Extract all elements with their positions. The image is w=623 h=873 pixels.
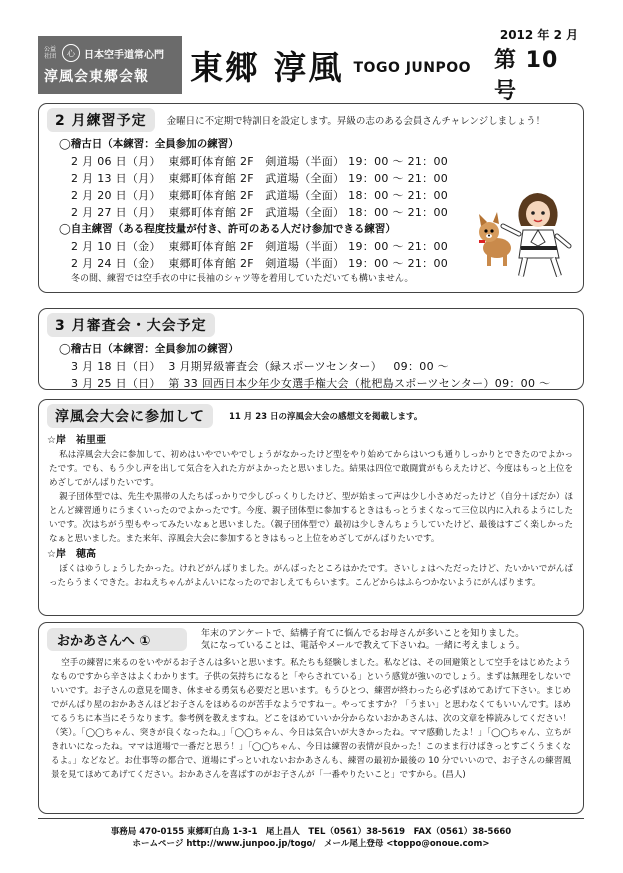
february-practice-title: 2 月練習予定 bbox=[55, 113, 147, 129]
essay-paragraph: ぼくはゆうしょうしたかった。けれどがんばりました。がんばったところはかたです。さいしょはへただったけど、たいかいでがんばったらうまくできた。おねえちゃんがよんいになったのでおしえてもらいます。こんどからはふらつかないようにがんばります。 bbox=[49, 564, 573, 588]
footer-divider bbox=[38, 818, 584, 819]
essay-header bbox=[39, 400, 583, 432]
karate-girl-icon bbox=[503, 193, 569, 276]
essay-author: ☆岸 祐里亜 bbox=[47, 435, 106, 446]
masthead-issue-block bbox=[494, 27, 584, 104]
february-practice-title-wrap bbox=[47, 108, 155, 132]
org-name: 日本空手道常心門 bbox=[84, 49, 164, 61]
march-exam-section bbox=[38, 308, 584, 390]
essay-title-wrap bbox=[47, 404, 213, 428]
keiko-row: 2 月 06 日（月） 東郷町体育館 2F 剣道場（半面） 19：00 ～ 21：00 bbox=[71, 155, 449, 168]
essay-paragraph: 親子団体型では、先生や黒帯の人たちばっかりで少しびっくりしたけど、型が始まって声は少し小さめだったけど（自分＋ぼだか）ほとんど練習通りにうまくいったのでよかったです。今度、親子団体型に参加するときはもっとうまくなって三位以内に入れるようにしたいです。次はちがう型もやってみたいなぁと思いました。（親子団体型で）最初は少しきんちょうしていたけど、最後はすごく楽しかったなぁと思いました。また来年、淳風会大会に参加するときはもっと上位をめざしてがんばりたいです。 bbox=[49, 492, 573, 544]
masthead bbox=[38, 27, 584, 104]
mothers-column-note bbox=[201, 628, 525, 652]
footer-address: 事務局 470-0155 東郷町白鳥 1-3-1 尾上昌人 TEL（0561）38-5619 FAX（0561）38-5660 bbox=[110, 827, 512, 837]
masthead-title-block bbox=[182, 36, 494, 94]
exam-row: 3 月 18 日（日） 3 月期昇級審査会（緑スポーツセンター） 09：00 ～ bbox=[71, 360, 449, 373]
jishu-heading: ◯自主練習（ある程度技量が付き、許可のある人だけ参加できる練習） bbox=[59, 223, 396, 235]
february-practice-note: 金曜日に不定期で特訓日を設定します。昇級の志のある会員さんチャレンジしましょう！ bbox=[166, 116, 546, 127]
masthead-org-row bbox=[44, 44, 176, 62]
keiko-row: 2 月 27 日（月） 東郷町体育館 2F 武道場（全面） 18：00 ～ 21：00 bbox=[71, 206, 449, 219]
issue-date: 2012 年 2 月 bbox=[499, 27, 579, 42]
karate-girl-and-dog-illustration bbox=[475, 186, 573, 278]
report-name: 淳風会東郷会報 bbox=[44, 69, 149, 85]
essay-title: 淳風会大会に参加して bbox=[55, 409, 205, 425]
february-practice-header bbox=[39, 104, 583, 136]
keiko-heading: ◯稽古日（本練習：全員参加の練習） bbox=[59, 138, 239, 150]
org-seal-icon: 心 bbox=[62, 44, 80, 62]
org-sub-label: 公益社団 bbox=[44, 46, 57, 60]
dog-icon bbox=[479, 212, 511, 266]
mothers-column-header bbox=[39, 623, 583, 654]
newsletter-romaji: TOGO JUNPOO bbox=[353, 60, 472, 76]
mothers-note-line: 年末のアンケートで、結構子育てに悩んでるお母さんが多いことを知りました。 bbox=[201, 629, 525, 639]
mothers-column-title: おかあさんへ ① bbox=[47, 628, 187, 651]
jishu-row: 2 月 24 日（金） 東郷町体育館 2F 剣道場（半面） 19：00 ～ 21：00 bbox=[71, 257, 449, 270]
keiko-row: 2 月 20 日（月） 東郷町体育館 2F 武道場（全面） 18：00 ～ 21：00 bbox=[71, 189, 449, 202]
mothers-column-section bbox=[38, 622, 584, 814]
jishu-row: 2 月 10 日（金） 東郷町体育館 2F 剣道場（半面） 19：00 ～ 21：00 bbox=[71, 240, 449, 253]
exam-row: 3 月 25 日（日） 第 33 回西日本少年少女選手権大会（枇杷島スポーツセンター）09：00 ～ bbox=[71, 377, 551, 390]
issue-number: 第 10 号 bbox=[494, 47, 559, 104]
mothers-note-line: 気になっていることは、電話やメールで教えて下さいね。一緒に考えましょう。 bbox=[201, 641, 525, 651]
winter-note: 冬の間、練習では空手衣の中に長袖のシャツ等を着用していただいても構いません。 bbox=[71, 274, 414, 284]
tournament-essay-section bbox=[38, 399, 584, 616]
masthead-org-block bbox=[38, 36, 182, 94]
february-practice-section bbox=[38, 103, 584, 293]
essay-note: 11 月 23 日の淳風会大会の感想文を掲載します。 bbox=[229, 412, 423, 422]
footer bbox=[38, 826, 584, 850]
keiko-row: 2 月 13 日（月） 東郷町体育館 2F 武道場（全面） 19：00 ～ 21：00 bbox=[71, 172, 449, 185]
newsletter-title: 東郷 淳風 bbox=[190, 47, 344, 87]
march-exam-title-wrap bbox=[47, 313, 215, 337]
mothers-column-body: 空手の練習に来るのをいやがるお子さんは多いと思います。私たちも経験しました。私などは、その回避策として空手をはじめたようなものですから辛さはよくわかります。子供の気持ちになると「やらされている」という感覚が強いのでしょう。まずは無理をしないでいいです。お子さんの意見を聞き、休ませる勇気も必要だと思います。もうひとつ、練習が終わったら必ずほめてあげて下さい。まじめでがんばり屋のおかあさんほどお子さんをほめるのが苦手なようですね－。やってますか？「うまい」と思わなくてもいいんです。ほめてるうちに本当にそうなります。参考例を教えますね。どこをほめていいか分からないおかあさんは、次の文章を棒読みしてください！（笑）。「◯◯ちゃん、突きが良くなったね。」「◯◯ちゃん、今日は気合いが大きかったね。ママ感動したよ！」「◯◯ちゃん、立ちがきれいになったね。ママは道場で一番だと思う！」「◯◯ちゃん、今日は練習の表情が良かった！このまま行けばきっとすごくうまくなるよ。」などなど。お仕事等の都合で、道場にずっといれないおかあさんも、練習の最初か最後の 10 分でいいので、お子さんの練習風景を見てほめてあげてください。おかあさんを喜ばすのがお子さんが「一番やりたいこと」ですから。(昌人) bbox=[51, 658, 571, 780]
essay-author: ☆岸 穂高 bbox=[47, 549, 96, 560]
footer-contact: ホームページ http://www.junpoo.jp/togo/ メール尾上登母 <toppo@onoue.com> bbox=[132, 839, 490, 849]
exam-heading: ◯稽古日（本練習：全員参加の練習） bbox=[59, 343, 239, 355]
march-exam-title: 3 月審査会・大会予定 bbox=[55, 318, 207, 334]
essay-paragraph: 私は淳風会大会に参加して、初めはいやでいやでしょうがなかったけど型をやり始めてからはいつも通りしっかりとできたのでよかったです。でも、もう少し声を出して気合を入れた方がよかったと思いました。結果は四位で敢闘賞がもらえたけど、今度はもっと上位をめざしてがんばりたいです。 bbox=[49, 450, 573, 488]
march-exam-header bbox=[39, 309, 583, 341]
